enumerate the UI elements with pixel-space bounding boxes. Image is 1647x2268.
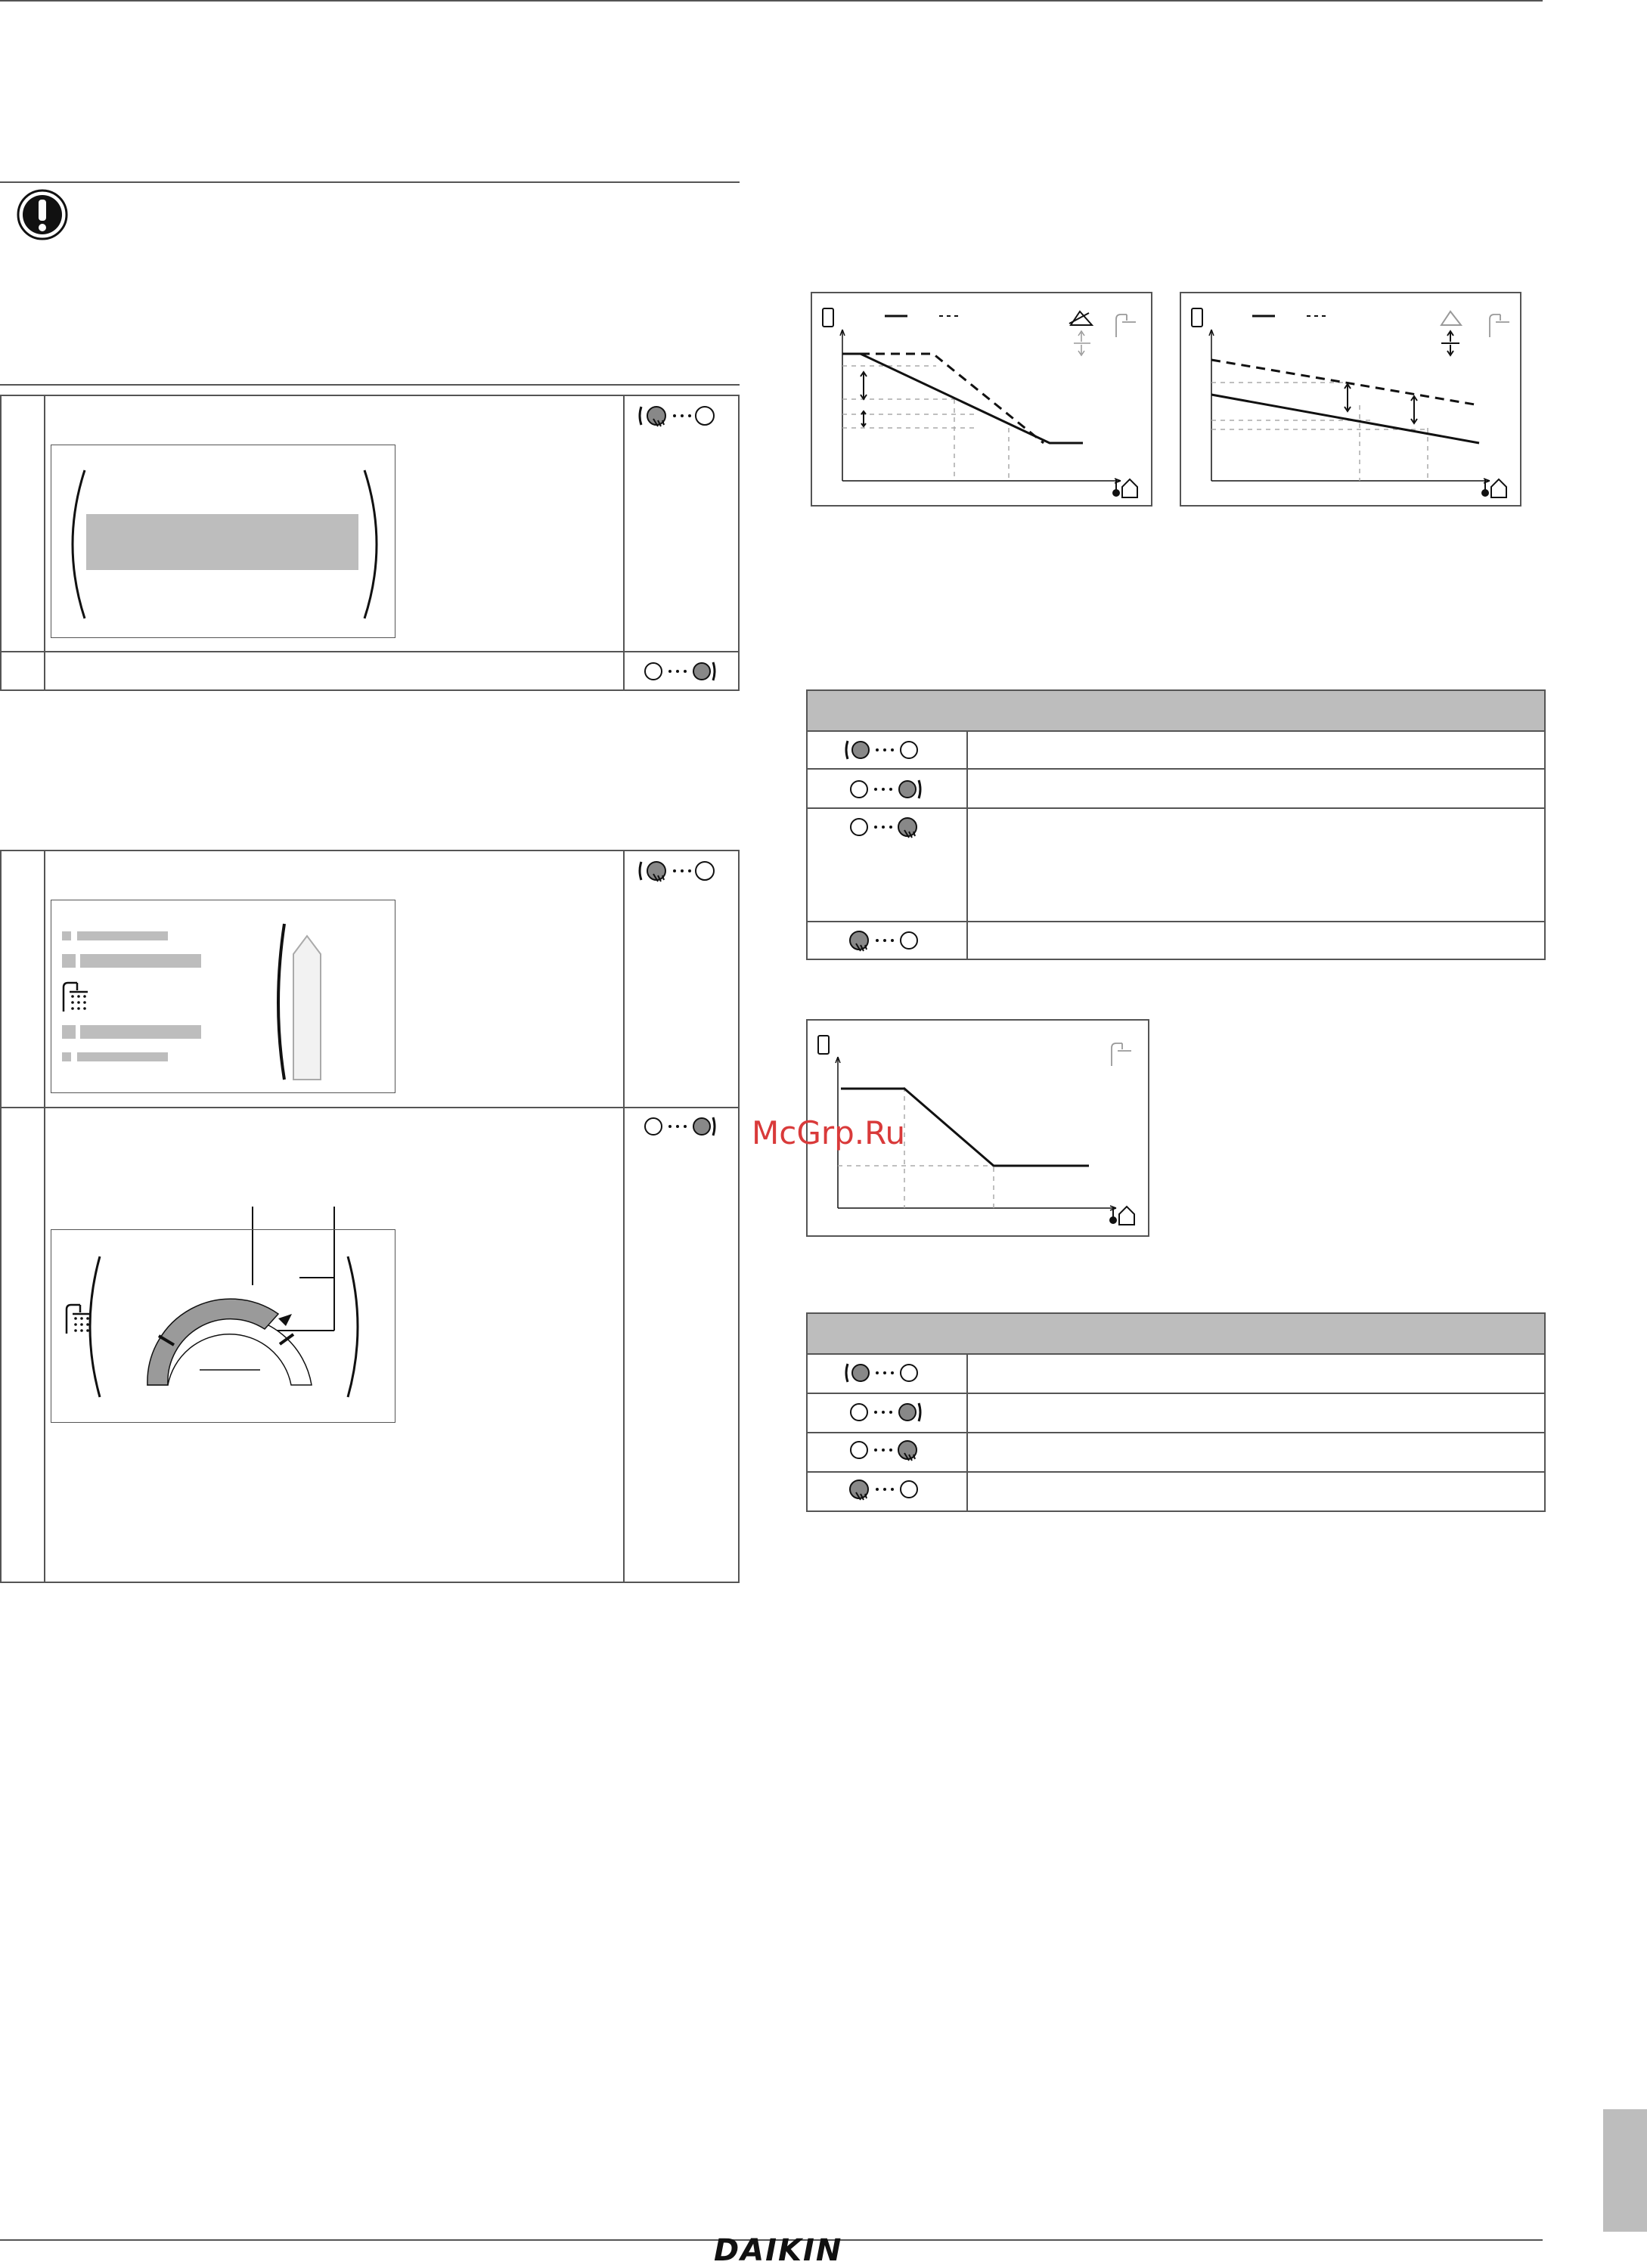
outdoor-temperature-icon: [1110, 1207, 1134, 1225]
left-bracket: [85, 1255, 103, 1399]
shower-icon: [1112, 1043, 1131, 1066]
left-dial-turn-icon: [842, 1358, 926, 1388]
shower-icon: [1116, 314, 1136, 337]
shower-icon: [1490, 314, 1509, 337]
tank-icon: [1192, 308, 1202, 327]
controls-table-2-row-divider: [806, 1432, 1546, 1433]
tank-icon: [823, 308, 833, 327]
controls-table-2-row-divider: [806, 1471, 1546, 1473]
dial-press-icon: [848, 925, 932, 959]
curve-chart-1-drawing: [811, 292, 1152, 507]
controls-table-2-header: [806, 1312, 1546, 1355]
controls-table-1-header: [806, 689, 1546, 732]
controls-table-1-col-divider: [966, 730, 968, 960]
right-dial-turn-icon: [848, 774, 924, 804]
outdoor-temperature-icon: [1482, 479, 1506, 497]
triangle-icon: [1441, 311, 1461, 325]
daikin-logo: DAIKIN: [714, 2233, 843, 2268]
chapter-side-tab: [1603, 2109, 1647, 2232]
controls-table-1-row-divider: [806, 807, 1546, 809]
right-dial-turn-icon: [848, 1397, 924, 1427]
controls-table-2-row-divider: [806, 1393, 1546, 1394]
controls-table-1-row-divider: [806, 768, 1546, 770]
dial-press-icon: [848, 812, 932, 845]
curve-chart-2-drawing: [1180, 292, 1521, 507]
tank-icon: [818, 1036, 829, 1054]
dial-press-icon: [848, 1435, 932, 1468]
dial-press-icon: [848, 1474, 932, 1507]
watermark: McGrp.Ru: [752, 1114, 906, 1151]
temperature-gauge: [136, 1264, 325, 1393]
right-bracket: [345, 1255, 363, 1399]
left-dial-turn-icon: [842, 735, 926, 765]
controls-table-1-row-divider: [806, 921, 1546, 922]
outdoor-temperature-icon: [1113, 479, 1137, 497]
